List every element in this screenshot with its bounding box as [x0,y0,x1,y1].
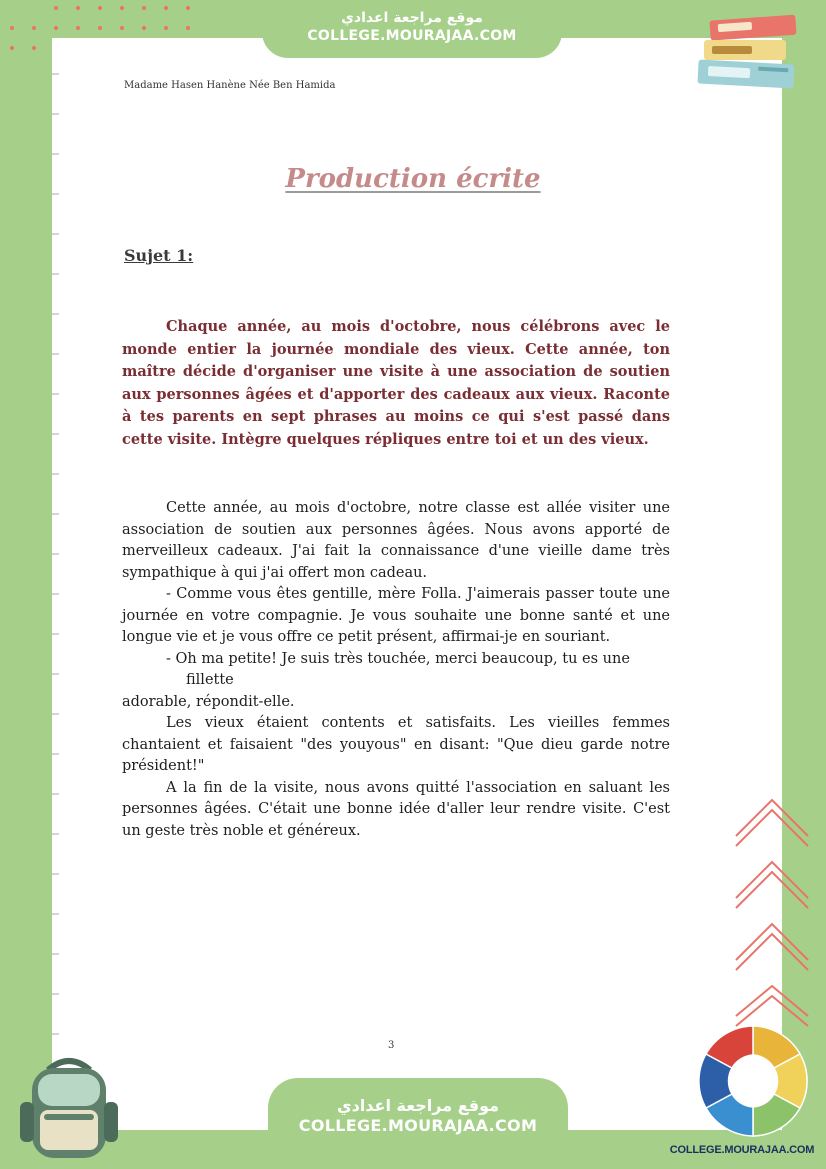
dialogue-line: - Comme vous êtes gentille, mère Folla. J'aimerais passer toute une journée en votre compagnie. Je vous souhaite une bonne santé et une longue vie et je vous offre ce petit présent, affirmai-je en souriant. [122,586,670,645]
dialogue-line: fillette [186,672,234,688]
site-arabic-name: موقع مراجعة اعدادي [341,10,483,26]
dialogue-line: adorable, répondit-elle. [122,693,295,710]
education-circle-logo [692,1020,814,1142]
site-banner-bottom[interactable] [268,1078,568,1158]
answer-paragraph: Cette année, au mois d'octobre, notre classe est allée visiter une association de soutien aux personnes âgées. Nous avons apporté de merveilleux cadeaux. J'ai fait la connaissance d'une vieille dame très sympathique à qui j'ai offert mon cadeau. [122,500,670,581]
backpack-icon [14,1052,124,1164]
books-icon [688,10,808,94]
prompt-text: Chaque année, au mois d'octobre, nous célébrons avec le monde entier la journée mondiale des vieux. Cette année, ton maître décide d'organiser une visite à une association de soutien aux personnes âgées et d'apporter des cadeaux aux vieux. Raconte à tes parents en sept phrases au moins ce qui s'est passé dans cette visite. Intègre quelques répliques entre toi et un des vieux. [122,318,670,448]
site-url: COLLEGE.MOURAJAA.COM [298,1116,538,1135]
logo-url[interactable]: COLLEGE.MOURAJAA.COM [669,1144,815,1156]
site-arabic-name: موقع مراجعة اعدادي [336,1096,500,1115]
answer-paragraph: Les vieux étaient contents et satisfaits. Les vieilles femmes chantaient et faisaient "des youyous" en disant: "Que dieu garde notre président!" [122,715,670,774]
author-line: Madame Hasen Hanène Née Ben Hamida [124,80,336,91]
subject-label: Sujet 1: [124,246,194,265]
chevrons-up-icon [728,790,816,1030]
site-url: COLLEGE.MOURAJAA.COM [307,27,517,44]
margin-ticks [52,38,66,1130]
answer-paragraph: A la fin de la visite, nous avons quitté l'association en saluant les personnes âgées. C'était une bonne idée d'aller leur rendre visite. C'est un geste très noble et généreux. [122,779,670,839]
dialogue-line: - Oh ma petite! Je suis très touchée, merci beaucoup, tu es une [166,650,630,667]
page-number: 3 [388,1040,395,1051]
answer-text [122,498,670,842]
site-banner-top[interactable] [262,4,562,58]
page-title: Production écrite [285,164,541,194]
